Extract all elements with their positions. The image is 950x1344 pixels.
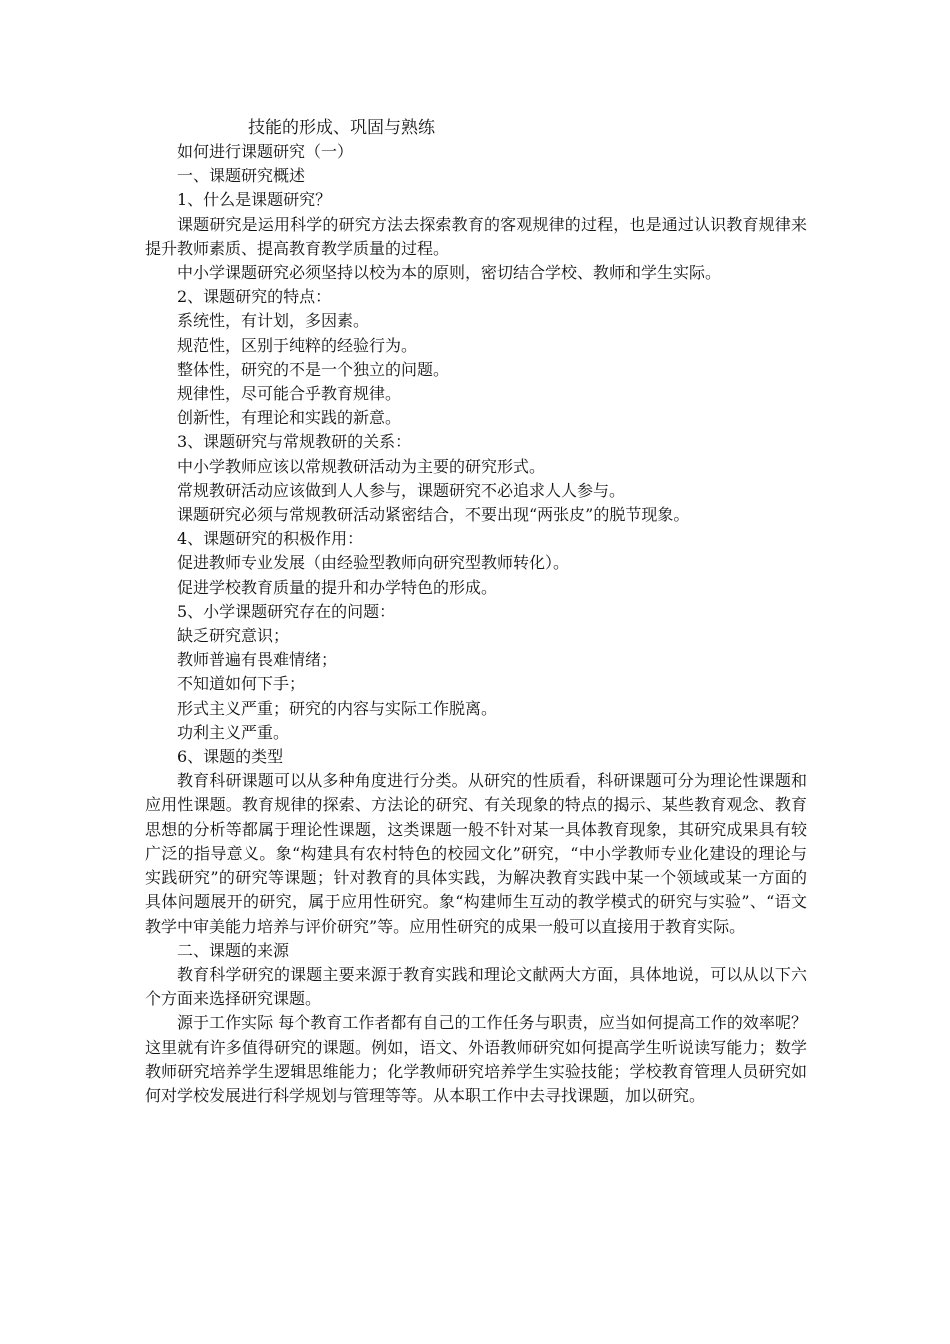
list-item: 教师普遍有畏难情绪； (177, 650, 338, 670)
list-item: 常规教研活动应该做到人人参与，课题研究不必追求人人参与。 (177, 480, 626, 500)
list-item: 形式主义严重；研究的内容与实际工作脱离。 (177, 698, 498, 718)
list-item: 规律性，尽可能合乎教育规律。 (177, 384, 402, 404)
list-item: 促进教师专业发展（由经验型教师向研究型教师转化）。 (177, 553, 570, 573)
list-item: 创新性，有理论和实践的新意。 (177, 408, 402, 428)
subsection-heading: 2、课题研究的特点： (177, 287, 332, 307)
list-item: 整体性，研究的不是一个独立的问题。 (177, 359, 450, 379)
subsection-heading: 5、小学课题研究存在的问题： (177, 601, 396, 621)
subsection-heading: 4、课题研究的积极作用： (177, 529, 364, 549)
document-title: 技能的形成、巩固与熟练 (248, 118, 435, 138)
document-body (145, 140, 807, 1108)
list-item: 系统性，有计划，多因素。 (177, 311, 370, 331)
list-item: 功利主义严重。 (177, 722, 290, 742)
paragraph: 源于工作实际 每个教育工作者都有自己的工作任务与职责，应当如何提高工作的效率呢？这里就有许多值得研究的课题。例如，语文、外语教师研究如何提高学生听说读写能力；数学教师研究培养学生逻辑思维能力；化学教师研究培养学生实验技能；学校教育管理人员研究如何对学校发展进行科学规划与管理等等。从本职工作中去寻找课题，加以研究。 (145, 1013, 807, 1105)
subsection-heading: 3、课题研究与常规教研的关系： (177, 432, 412, 452)
paragraph: 中小学课题研究必须坚持以校为本的原则，密切结合学校、教师和学生实际。 (177, 263, 722, 283)
subsection-heading: 6、课题的类型 (177, 747, 284, 767)
paragraph: 教育科学研究的课题主要来源于教育实践和理论文献两大方面，具体地说，可以从以下六个方面来选择研究课题。 (145, 964, 807, 1009)
subsection-heading: 1、什么是课题研究？ (177, 190, 332, 210)
paragraph: 课题研究是运用科学的研究方法去探索教育的客观规律的过程，也是通过认识教育规律来提升教师素质、提高教育教学质量的过程。 (145, 214, 807, 258)
paragraph: 教育科研课题可以从多种角度进行分类。从研究的性质看，科研课题可分为理论性课题和应用性课题。教育规律的探索、方法论的研究、有关现象的特点的揭示、某些教育观念、教育思想的分析等都属于理论性课题，这类课题一般不针对某一具体教育现象，其研究成果具有较广泛的指导意义。象“构建具有农村特色的校园文化”研究，“中小学教师专业化建设的理论与实践研究”的研究等课题；针对教育的具体实践，为解决教育实践中某一个领域或某一方面的具体问题展开的研究，属于应用性研究。象“构建师生互动的教学模式的研究与实验”、“语文教学中审美能力培养与评价研究”等。应用性研究的成果一般可以直接用于教育实际。 (145, 771, 807, 936)
list-item: 不知道如何下手； (177, 674, 306, 694)
list-item: 规范性，区别于纯粹的经验行为。 (177, 335, 418, 355)
section-heading: 一、课题研究概述 (177, 166, 306, 186)
section-heading: 二、课题的来源 (177, 940, 290, 960)
list-item: 缺乏研究意识； (177, 626, 290, 646)
list-item: 中小学教师应该以常规教研活动为主要的研究形式。 (177, 456, 546, 476)
list-item: 课题研究必须与常规教研活动紧密结合，不要出现“两张皮”的脱节现象。 (177, 505, 690, 525)
list-item: 促进学校教育质量的提升和办学特色的形成。 (177, 577, 498, 597)
section-heading: 如何进行课题研究（一） (177, 142, 354, 161)
